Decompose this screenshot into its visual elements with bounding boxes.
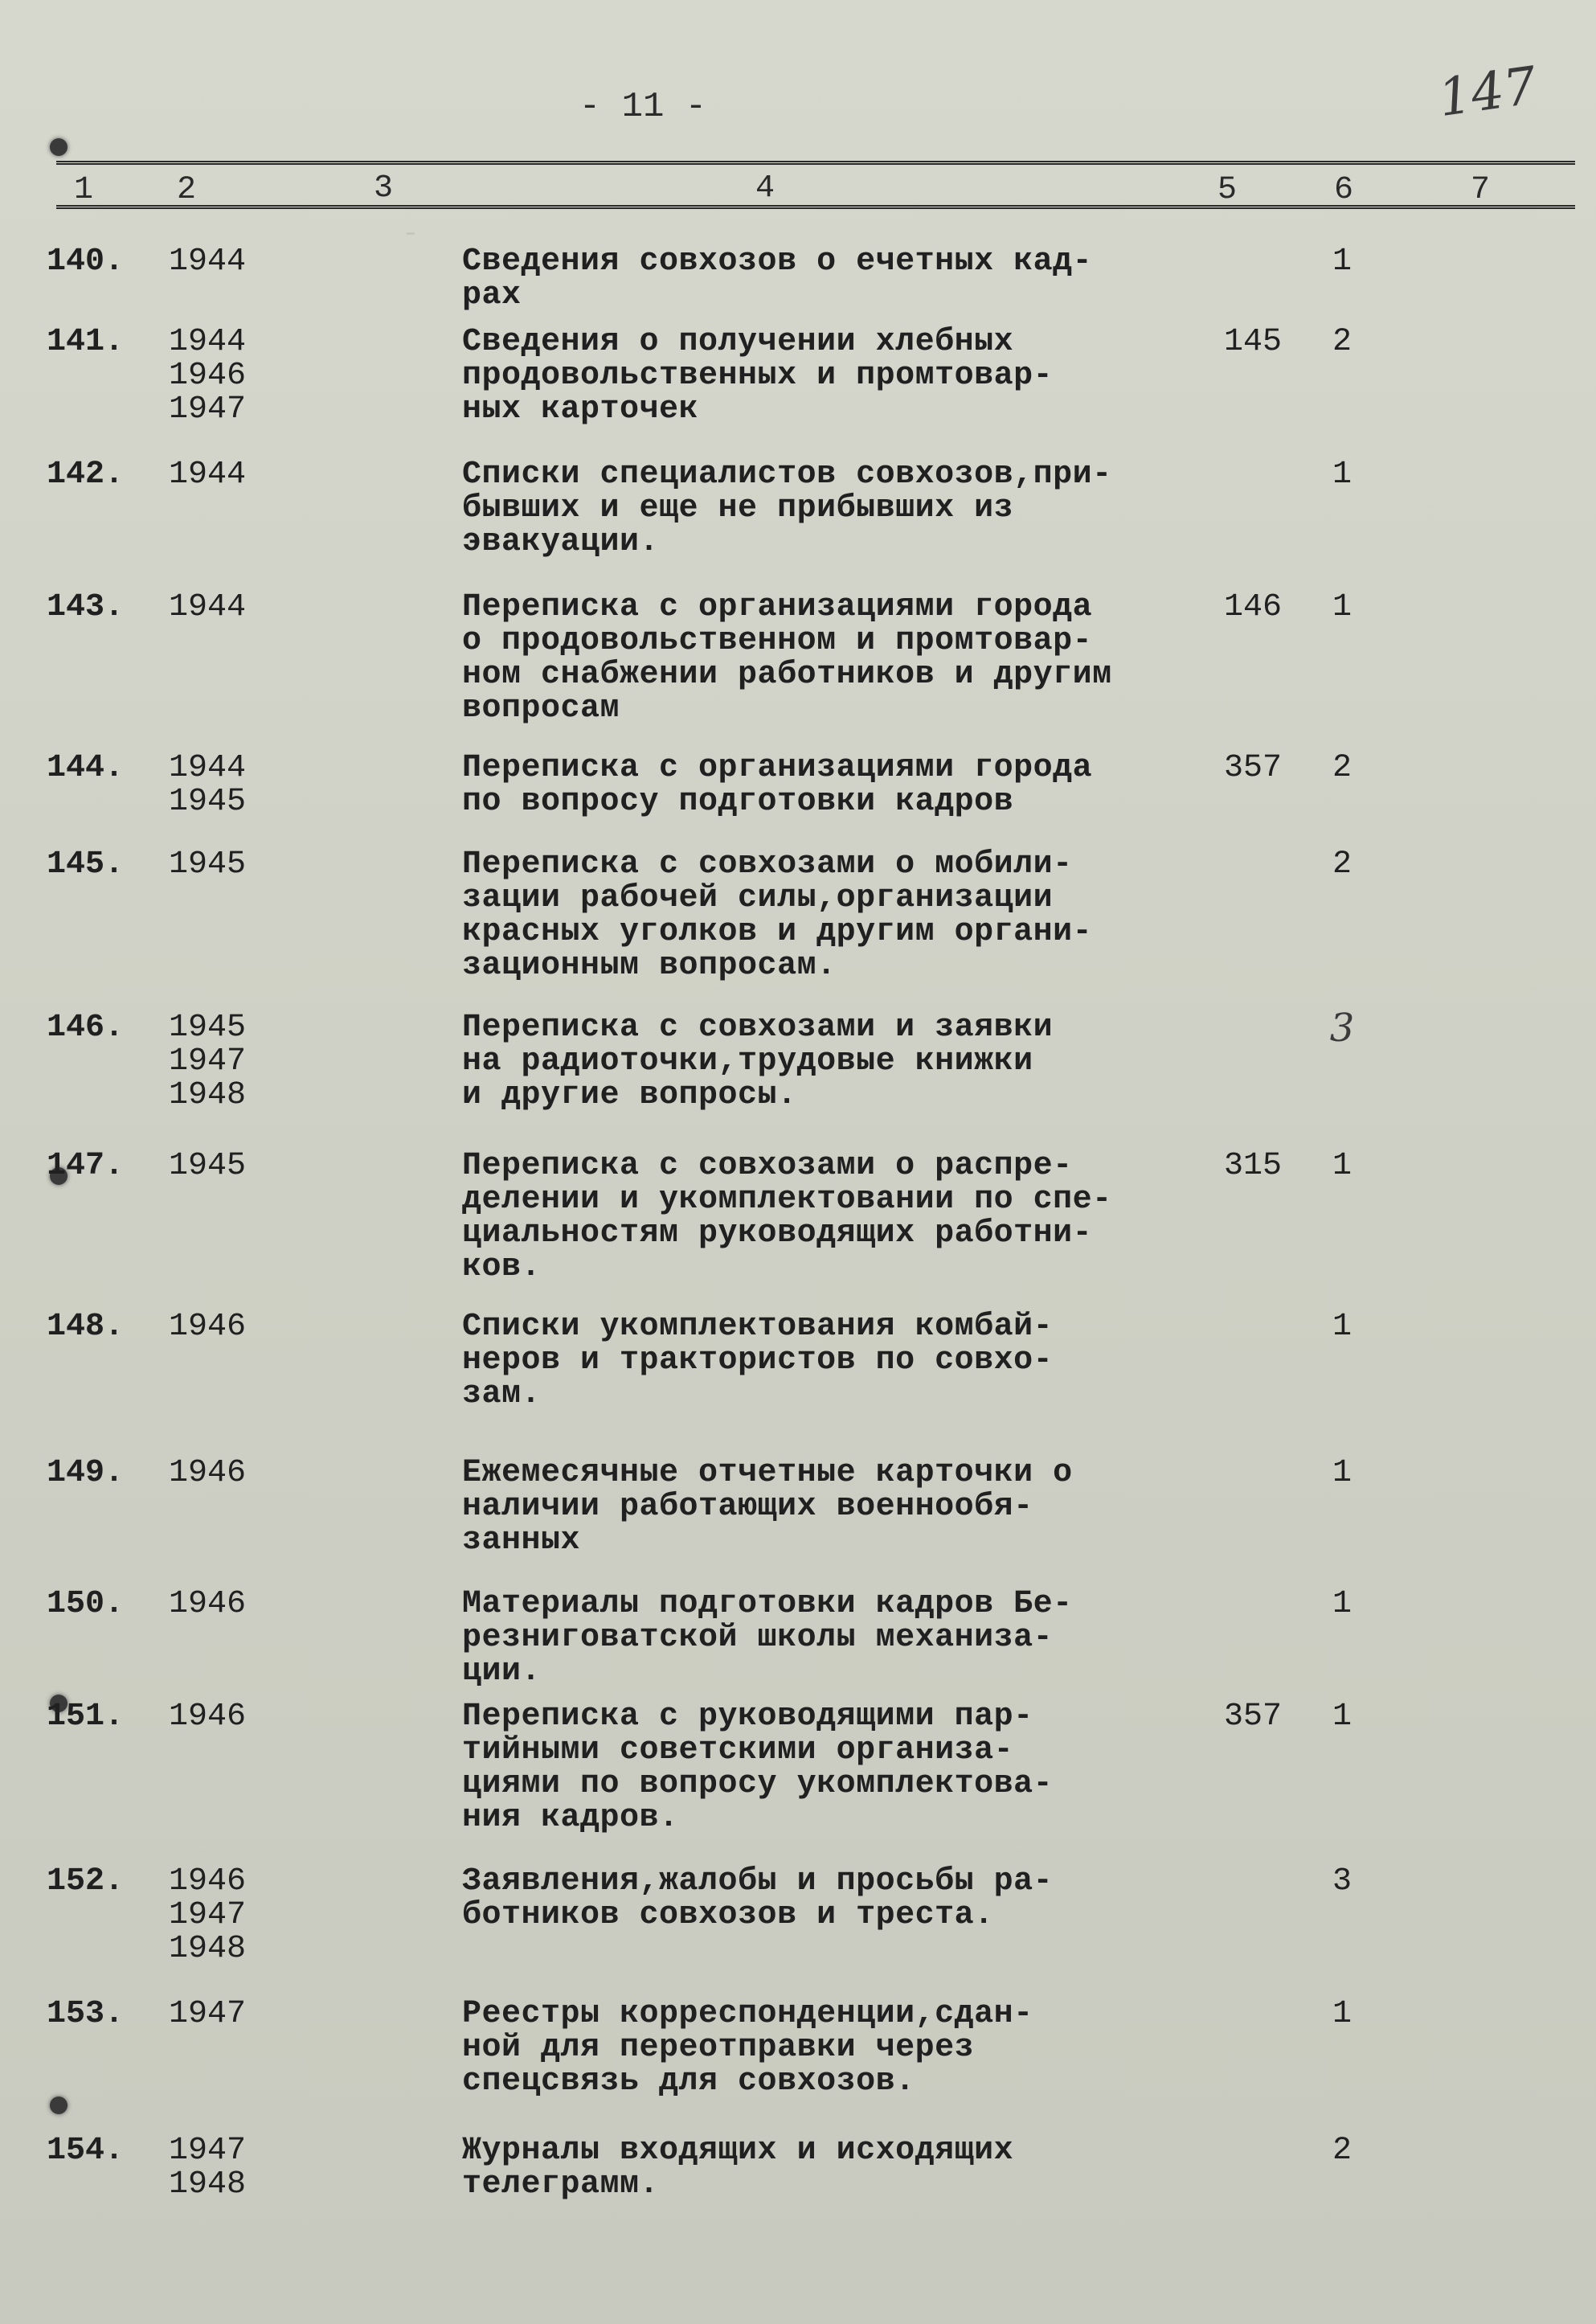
item-title: Переписка с организациями города по вопросу подготовки кадров	[462, 750, 1093, 820]
item-sheet-count: 145	[1223, 324, 1282, 360]
item-count: 1	[1332, 244, 1352, 280]
item-year: 1945	[169, 846, 247, 883]
item-years	[169, 848, 281, 882]
item-year: 1944	[169, 457, 247, 493]
column-number: 1	[74, 172, 94, 208]
item-years	[169, 1150, 281, 1183]
item-count: 1	[1332, 589, 1352, 625]
punch-hole	[50, 2097, 68, 2114]
item-year: 1947	[169, 1897, 247, 1933]
item-number: 150.	[47, 1586, 125, 1622]
item-year: 1944	[169, 324, 247, 360]
item-year: 1944	[169, 244, 247, 280]
item-year: 1946	[169, 1309, 247, 1345]
item-count: 2	[1332, 846, 1352, 883]
item-years	[169, 591, 281, 625]
item-count: 3	[1329, 1006, 1355, 1051]
column-number: 7	[1471, 172, 1491, 208]
item-count: 2	[1332, 324, 1352, 360]
item-number: 152.	[47, 1863, 125, 1900]
item-years	[169, 1865, 281, 1966]
item-count: 1	[1332, 1586, 1352, 1622]
item-number: 144.	[47, 750, 125, 786]
punch-hole	[50, 138, 68, 156]
item-year: 1947	[169, 1043, 247, 1080]
item-sheet-count: 357	[1223, 750, 1282, 786]
item-sheet-count: 357	[1223, 1699, 1282, 1735]
item-title: Переписка с руководящими пар- тийными советскими организа- циями по вопросу укомплектова- ния кадров.	[462, 1699, 1054, 1836]
item-number: 146.	[47, 1010, 125, 1046]
item-number: 148.	[47, 1309, 125, 1345]
item-title: Переписка с совхозами о мобили- зации рабочей силы,организации красных уголков и другим органи- зационным вопросам.	[462, 846, 1093, 984]
item-years	[169, 752, 281, 819]
item-number: 151.	[47, 1699, 125, 1735]
item-title: Сведения совхозов о ечетных кад- рах	[462, 244, 1093, 314]
item-title: Материалы подготовки кадров Бе- резниговатской школы механиза- ции.	[462, 1586, 1073, 1690]
item-count: 1	[1332, 457, 1352, 493]
item-count: 1	[1332, 1699, 1352, 1735]
item-year: 1944	[169, 589, 247, 625]
item-title: Переписка с совхозами и заявки на радиоточки,трудовые книжки и другие вопросы.	[462, 1010, 1054, 1113]
column-number: 6	[1334, 172, 1354, 208]
item-year: 1947	[169, 1996, 247, 2032]
item-title: Списки специалистов совхозов,при- бывших и еще не прибывших из эвакуации.	[462, 457, 1112, 560]
item-number: 149.	[47, 1455, 125, 1491]
column-number: 2	[177, 172, 197, 208]
item-year: 1946	[169, 358, 247, 394]
item-year: 1946	[169, 1699, 247, 1735]
item-title: Заявления,жалобы и просьбы ра- ботников совхозов и треста.	[462, 1863, 1054, 1933]
item-year: 1947	[169, 391, 247, 428]
column-number: 3	[374, 170, 394, 207]
item-number: 141.	[47, 324, 125, 360]
item-years	[169, 245, 281, 279]
item-year: 1948	[169, 1931, 247, 1967]
item-number: 145.	[47, 846, 125, 883]
item-year: 1944	[169, 750, 247, 786]
item-year: 1946	[169, 1863, 247, 1900]
item-years	[169, 1310, 281, 1344]
item-years	[169, 326, 281, 427]
header-rule-top	[56, 161, 1575, 165]
item-number: 143.	[47, 589, 125, 625]
item-title: Переписка с совхозами о распре- делении и укомплектовании по спе- циальностям руководящих работни- ков.	[462, 1148, 1112, 1285]
item-number: 154.	[47, 2133, 125, 2169]
item-years	[169, 1457, 281, 1490]
item-count: 1	[1332, 1148, 1352, 1184]
item-number: 142.	[47, 457, 125, 493]
item-year: 1948	[169, 1077, 247, 1113]
column-number: 4	[755, 170, 775, 207]
item-count: 1	[1332, 1996, 1352, 2032]
item-years	[169, 2134, 281, 2202]
item-count: 2	[1332, 750, 1352, 786]
item-years	[169, 1700, 281, 1734]
item-title: Журналы входящих и исходящих телеграмм.	[462, 2133, 1014, 2203]
item-year: 1945	[169, 1010, 247, 1046]
item-years	[169, 458, 281, 492]
item-sheet-count: 315	[1223, 1148, 1282, 1184]
column-number: 5	[1217, 172, 1238, 208]
item-count: 1	[1332, 1309, 1352, 1345]
item-number: 153.	[47, 1996, 125, 2032]
page-number: - 11 -	[579, 87, 707, 127]
item-years	[169, 1998, 281, 2031]
item-sheet-count: 146	[1223, 589, 1282, 625]
item-year: 1945	[169, 784, 247, 820]
handwritten-sheet-number: 147	[1434, 55, 1541, 129]
item-count: 2	[1332, 2133, 1352, 2169]
item-year: 1946	[169, 1586, 247, 1622]
item-number: 140.	[47, 244, 125, 280]
document-page: - 11 - 147 - 1 2 3 4 5 6 7 140. 1944 Сведения совхозов о ечетных кад- рах 1 141. 1944 1946 1947 Сведения о получении хлебных продовольственных и промтовар- ных карточек 145 2 142. 1944 Списки специалистов совхозов,при- бывших и еще не прибывших из эвакуации. 1 143. 1944 Переписка с организациями города о продовольственном и промтовар- ном снабжении работников и другим вопросам 146 1 144. 1944 1945 Переписка с организациями города по вопросу подготовки кадров 357 2 145. 1945 Переписка с совхозами о мобили- зации рабочей силы,организации красных уголков и другим органи- зационным вопросам. 2 146. 1945 1947 1948 Переписка с совхозами и заявки на радиоточки,трудовые книжки и другие вопросы. 3 147. 1945 Переписка с совхозами о распре- делении и укомплектовании по спе- циальностям руководящих работни- ков. 315 1 148. 1946 Списки укомплектования комбай- неров и трактористов по совхо- зам. 1 149. 1946 Ежемесячные отчетные карточки о наличии работающих военнообя- занных 1 150. 1946 Материалы подготовки кадров Бе- резниговатской школы механиза- ции. 1 151. 1946 Переписка с руководящими пар- тийными советскими организа- циями по вопросу укомплектова- ния кадров. 357 1 152. 1946 1947 1948 Заявления,жалобы и просьбы ра- ботников совхозов и треста. 3 153. 1947 Реестры корреспонденции,сдан- ной для переотправки через спецсвязь для совхозов. 1 154. 1947 1948 Журналы входящих и исходящих телеграмм. 2	[0, 0, 1596, 2324]
item-title: Ежемесячные отчетные карточки о наличии работающих военнообя- занных	[462, 1455, 1073, 1559]
item-title: Списки укомплектования комбай- неров и трактористов по совхо- зам.	[462, 1309, 1054, 1412]
item-title: Реестры корреспонденции,сдан- ной для переотправки через спецсвязь для совхозов.	[462, 1996, 1033, 2100]
item-count: 3	[1332, 1863, 1352, 1900]
item-number: 147.	[47, 1148, 125, 1184]
item-years	[169, 1011, 281, 1113]
item-title: Переписка с организациями города о продовольственном и промтовар- ном снабжении работников и другим вопросам	[462, 589, 1112, 727]
item-years	[169, 1588, 281, 1621]
item-year: 1948	[169, 2166, 247, 2203]
item-year: 1945	[169, 1148, 247, 1184]
item-title: Сведения о получении хлебных продовольственных и промтовар- ных карточек	[462, 324, 1054, 428]
item-year: 1947	[169, 2133, 247, 2169]
item-year: 1946	[169, 1455, 247, 1491]
item-count: 1	[1332, 1455, 1352, 1491]
